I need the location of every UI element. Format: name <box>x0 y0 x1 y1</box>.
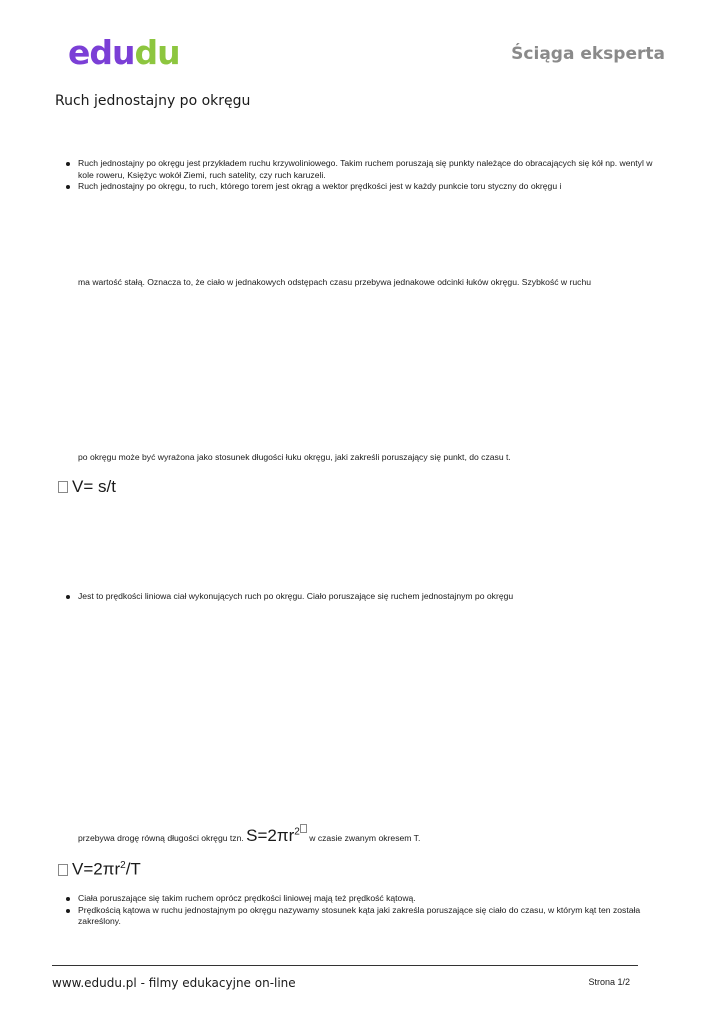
formula-speed-text: V= s/t <box>72 477 116 496</box>
bullet-list-angular-speed <box>66 893 666 928</box>
bullet-list-linear-speed <box>66 591 666 603</box>
formula-velocity-exp: 2 <box>120 860 126 871</box>
list-item: Jest to prędkości liniowa ciał wykonujących ruch po okręgu. Ciało poruszające się ruchem jednostajnym po okręgu <box>66 591 666 603</box>
logo-part-du: du <box>134 33 180 72</box>
header-tagline: Ściąga eksperta <box>511 44 665 64</box>
edudu-logo <box>68 33 180 72</box>
formula-circumference-base: S=2πr <box>246 826 295 845</box>
paragraph-constant-value: ma wartość stałą. Oznacza to, że ciało w jednakowych odstępach czasu przebywa jednakowe odcinki łuków okręgu. Szybkość w ruchu <box>78 277 592 287</box>
list-item: Ciała poruszające się takim ruchem oprócz prędkości liniowej mają też prędkość kątową. <box>66 893 666 905</box>
formula-velocity-base: V=2πr <box>72 859 121 879</box>
list-item: Ruch jednostajny po okręgu, to ruch, którego torem jest okrąg a wektor prędkości jest w każdy punkcie toru styczny do okręgu i <box>66 181 666 193</box>
formula-velocity-period <box>58 856 141 880</box>
paragraph-circumference <box>78 824 420 845</box>
list-item: Ruch jednostajny po okręgu jest przykładem ruchu krzywoliniowego. Takim ruchem poruszają się punkty należące do obracających się kół np. wentyl w kole roweru, Księżyc wokół Ziemi, ruch satelity, czy ruch karuzeli. <box>66 158 666 181</box>
footer-page-number: Strona 1/2 <box>588 977 630 987</box>
missing-glyph-icon <box>58 864 68 876</box>
formula-circumference-exp: 2 <box>294 826 300 838</box>
bullet-list-intro <box>66 158 666 193</box>
page-title: Ruch jednostajny po okręgu <box>55 93 251 109</box>
formula-speed <box>58 477 116 497</box>
logo-part-edu: edu <box>68 33 135 72</box>
paragraph-circumference-after: w czasie zwanym okresem T. <box>309 833 421 843</box>
missing-glyph-icon <box>58 481 68 493</box>
paragraph-arc-speed: po okręgu może być wyrażona jako stosunek długości łuku okręgu, jaki zakreśli poruszający się punkt, do czasu t. <box>78 452 511 462</box>
list-item: Prędkością kątowa w ruchu jednostajnym po okręgu nazywamy stosunek kąta jaki zakreśla poruszające się ciało do czasu, w którym kąt ten została zakreślony. <box>66 905 666 928</box>
formula-velocity-tail: /T <box>125 859 141 879</box>
paragraph-circumference-before: przebywa drogę równą długości okręgu tzn. <box>78 833 244 843</box>
footer-site-link[interactable]: www.edudu.pl - filmy edukacyjne on-line <box>52 976 296 990</box>
footer-divider <box>52 965 638 966</box>
missing-glyph-icon <box>300 824 307 833</box>
formula-circumference <box>246 826 300 845</box>
